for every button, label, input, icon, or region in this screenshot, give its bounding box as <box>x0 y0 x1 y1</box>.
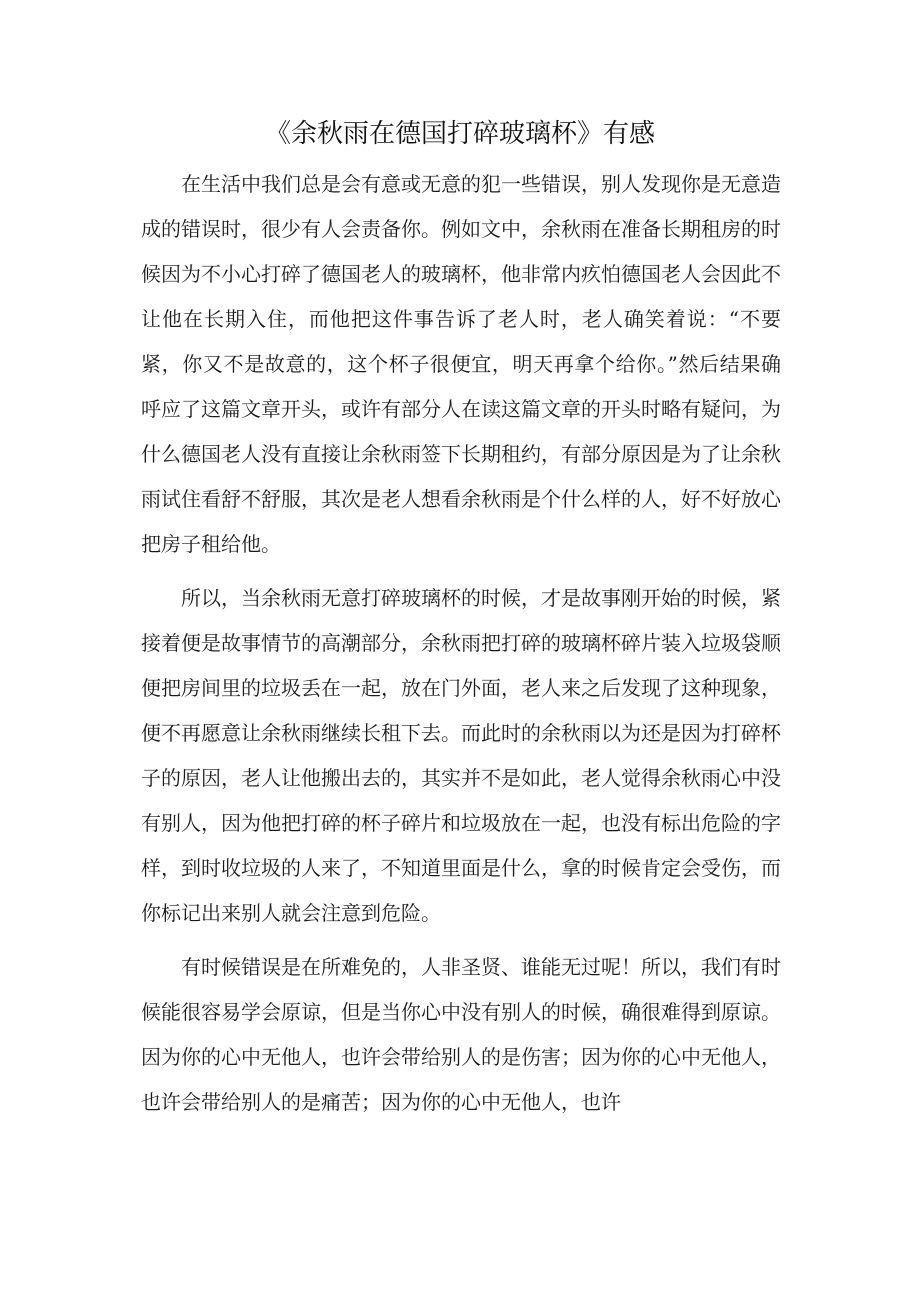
paragraph-1: 在生活中我们总是会有意或无意的犯一些错误，别人发现你是无意造成的错误时，很少有人会责备你。例如文中，余秋雨在准备长期租房的时候因为不小心打碎了德国老人的玻璃杯，他非常内疚怕德国老人会因此不让他在长期入住，而他把这件事告诉了老人时，老人确笑着说：“不要紧，你又不是故意的，这个杯子很便宜，明天再拿个给你。”然后结果确呼应了这篇文章开头，或许有部分人在读这篇文章的开头时略有疑问，为什么德国老人没有直接让余秋雨签下长期租约，有部分原因是为了让余秋雨试住看舒不舒服，其次是老人想看余秋雨是个什么样的人，好不好放心把房子租给他。 <box>141 172 781 556</box>
paragraph-2: 所以，当余秋雨无意打碎玻璃杯的时候，才是故事刚开始的时候，紧接着便是故事情节的高潮部分，余秋雨把打碎的玻璃杯碎片装入垃圾袋顺便把房间里的垃圾丢在一起，放在门外面，老人来之后发现了这种现象，便不再愿意让余秋雨继续长租下去。而此时的余秋雨以为还是因为打碎杯子的原因，老人让他搬出去的，其实并不是如此，老人觉得余秋雨心中没有别人，因为他把打碎的杯子碎片和垃圾放在一起，也没有标出危险的字样，到时收垃圾的人来了，不知道里面是什么，拿的时候肯定会受伤，而你标记出来别人就会注意到危险。 <box>141 586 781 925</box>
document-title: 《余秋雨在德国打碎玻璃杯》有感 <box>264 119 655 149</box>
document-body <box>141 162 781 1134</box>
paragraph-3: 有时候错误是在所难免的，人非圣贤、谁能无过呢！所以，我们有时候能很容易学会原谅，但是当你心中没有别人的时候，确很难得到原谅。因为你的心中无他人，也许会带给别人的是伤害；因为你的心中无他人，也许会带给别人的是痛苦；因为你的心中无他人，也许 <box>141 955 781 1114</box>
